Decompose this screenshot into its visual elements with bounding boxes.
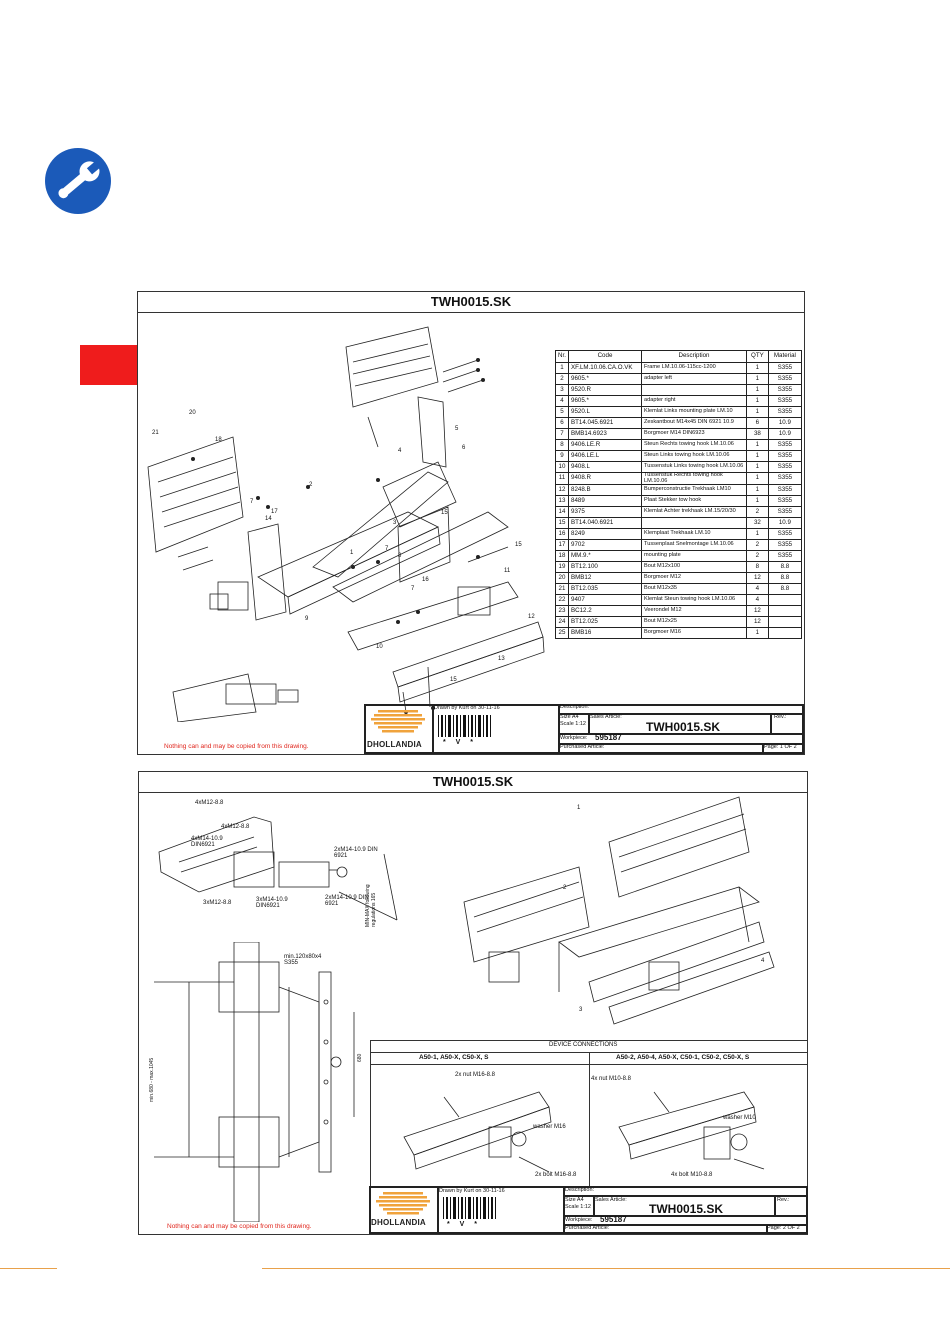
barcode-2 [441,1197,501,1219]
annot-min-max: MIN-MAX following regulations 165 [365,884,377,927]
bom-cell-qty: 4 [747,595,769,606]
bom-cell-material [768,628,801,639]
bom-cell-nr: 8 [556,440,569,451]
device-connections-title: DEVICE CONNECTIONS [549,1042,618,1048]
callout-2: 2 [309,482,313,488]
bom-cell-code: BT12.100 [569,562,642,573]
bom-cell-qty: 2 [747,507,769,518]
callout-15b: 15 [515,542,522,548]
page-label: Page: 1 OF 2 [764,744,797,750]
article-number-2: TWH0015.SK [649,1202,724,1216]
exploded-view-drawing [138,312,558,722]
bom-cell-material: S355 [768,485,801,496]
bom-cell-description: Borgmoer M16 [642,628,747,639]
callout-7b: 7 [385,546,389,552]
callout-10: 10 [376,644,383,650]
bom-cell-nr: 18 [556,551,569,562]
bom-cell-qty: 32 [747,518,769,529]
bom-cell-material: 10.9 [768,418,801,429]
bom-cell-qty: 1 [747,363,769,374]
dhollandia-wordmark: DHOLLANDIA [367,740,422,749]
callout-11: 11 [504,568,511,574]
bom-cell-qty: 12 [747,606,769,617]
bom-row [556,363,802,374]
bom-cell-material: 8.8 [768,562,801,573]
bom-cell-description: Tussenstuk Rechts towing hook LM.10.06 [642,473,747,485]
bom-row [556,396,802,407]
bom-cell-code: 8489 [569,496,642,507]
bom-cell-nr: 14 [556,507,569,518]
bom-cell-code: BT12.035 [569,584,642,595]
dhollandia-logo-2 [373,1190,433,1216]
barcode-1 [436,715,496,737]
bom-cell-code: 8248.B [569,485,642,496]
bom-cell-nr: 12 [556,485,569,496]
bom-cell-description: Bumperconstructie Trekhaak LM10 [642,485,747,496]
bom-row [556,473,802,485]
annot-4xm12-top: 4xM12-8.8 [195,800,224,806]
bom-cell-qty: 1 [747,473,769,485]
callout-5: 5 [455,426,459,432]
callout-13: 13 [498,656,505,662]
iso-callout-3: 3 [579,1007,583,1013]
bom-cell-material: S355 [768,507,801,518]
bom-cell-material: S355 [768,396,801,407]
callout-6: 6 [462,445,466,451]
bom-cell-code: 9408.L [569,462,642,473]
workpiece-label-2: Workpiece: [565,1217,593,1223]
bom-cell-material: S355 [768,385,801,396]
device-right-title: A50-2, A50-4, A50-X, C50-1, C50-2, C50-X, S [616,1054,750,1061]
drawn-by-2: Drawn by Kurt on 30-11-16 [439,1188,505,1194]
bom-cell-material: 10.9 [768,518,801,529]
size-label-2: Size A4 [565,1197,584,1203]
workpiece-number: 595187 [595,733,622,742]
bom-cell-code: 9375 [569,507,642,518]
bom-cell-material: 8.8 [768,584,801,595]
bom-cell-description: mounting plate [642,551,747,562]
bom-header-qty: QTY [747,351,769,363]
callout-1: 1 [350,550,354,556]
bom-cell-qty: 1 [747,407,769,418]
dhollandia-logo [368,708,428,736]
callout-18: 18 [215,437,222,443]
dhollandia-wordmark-2: DHOLLANDIA [371,1218,426,1227]
bom-row [556,529,802,540]
drawing-sheet-1 [137,291,805,755]
bom-cell-nr: 5 [556,407,569,418]
annot-3xm12: 3xM12-8.8 [203,900,232,906]
copy-notice: Nothing can and may be copied from this drawing. [164,743,309,750]
bom-cell-description: Bout M12x100 [642,562,747,573]
bom-cell-nr: 24 [556,617,569,628]
sheet-2-title: TWH0015.SK [139,772,807,793]
bom-row [556,507,802,518]
bom-cell-material: S355 [768,440,801,451]
bom-cell-material [768,595,801,606]
right-label-washer: washer M10 [723,1115,756,1121]
description-cell [559,705,803,714]
bom-row [556,429,802,440]
barcode-text: * V * [443,739,478,746]
bom-cell-material: S355 [768,473,801,485]
right-label-nut: 4x nut M10-8.8 [591,1076,632,1082]
bom-cell-material: S355 [768,529,801,540]
bom-cell-description: Steun Links towing hook LM.10.06 [642,451,747,462]
bom-row [556,595,802,606]
bom-cell-qty: 12 [747,617,769,628]
bom-cell-material: 8.8 [768,573,801,584]
bom-cell-qty: 2 [747,540,769,551]
bill-of-materials-table [555,350,802,639]
bom-cell-code: BMB14.6923 [569,429,642,440]
bom-cell-nr: 15 [556,518,569,529]
workpiece-label: Workpiece: [560,735,588,741]
bom-cell-qty: 1 [747,374,769,385]
left-label-bolt: 2x bolt M16-8.8 [535,1172,577,1178]
bom-row [556,562,802,573]
workpiece-number-2: 595187 [600,1215,627,1224]
bom-cell-description: Tussenstuk Links towing hook LM.10.06 [642,462,747,473]
scale-label-2: Scale 1:12 [565,1204,591,1210]
bom-cell-nr: 11 [556,473,569,485]
bom-cell-code: 9406.LE.R [569,440,642,451]
wrench-icon [45,148,111,214]
bom-cell-nr: 22 [556,595,569,606]
bom-cell-nr: 23 [556,606,569,617]
callout-12: 12 [528,614,535,620]
bom-cell-description: Zeskantbout M14x45 DIN 6921 10.9 [642,418,747,429]
annot-4xm14: 4xM14-10.9 DIN6921 [191,836,223,848]
callout-14: 14 [265,516,272,522]
bom-cell-qty: 4 [747,584,769,595]
bom-cell-nr: 10 [556,462,569,473]
bom-cell-material: S355 [768,407,801,418]
bom-row [556,518,802,529]
bom-cell-code: 9702 [569,540,642,551]
bom-header-material: Material [768,351,801,363]
bom-cell-qty: 1 [747,462,769,473]
bom-cell-description: Klemplaat Trekhaak LM.10 [642,529,747,540]
bom-cell-qty: 1 [747,385,769,396]
callout-3: 3 [393,520,397,526]
sheet-1-title: TWH0015.SK [138,292,804,313]
page-label-2: Page: 2 OF 2 [767,1225,800,1231]
bom-cell-code: BT14.040.6921 [569,518,642,529]
callout-20: 20 [189,410,196,416]
bom-cell-nr: 19 [556,562,569,573]
bom-cell-nr: 4 [556,396,569,407]
bom-cell-description: Bout M12x35 [642,584,747,595]
bom-cell-qty: 1 [747,485,769,496]
bom-header-row [556,351,802,363]
bom-row [556,485,802,496]
annot-width-range: min.680 - max.1045 [149,1057,155,1102]
bom-cell-description: adapter left [642,374,747,385]
bom-row [556,462,802,473]
bom-cell-material: S355 [768,462,801,473]
rev-label-2: Rev.: [777,1197,790,1203]
bom-cell-nr: 7 [556,429,569,440]
bom-cell-code: 8249 [569,529,642,540]
annot-2xm14-top: 2xM14-10.9 DIN 6921 [334,847,378,859]
left-label-washer: washer M16 [533,1124,566,1130]
bom-cell-code: 9605.* [569,396,642,407]
bom-cell-material: 10.9 [768,429,801,440]
bom-cell-nr: 1 [556,363,569,374]
bom-cell-nr: 16 [556,529,569,540]
annot-2xm14-bottom: 2xM14-10.9 DIN 6921 [325,895,369,907]
bom-cell-code: BC12.2 [569,606,642,617]
isometric-frame-drawing [459,792,799,1042]
bom-header-code: Code [569,351,642,363]
bom-row [556,440,802,451]
sales-article-label: Sales Article: [590,714,622,720]
bom-cell-code: MM.9.* [569,551,642,562]
bom-cell-code: 9408.R [569,473,642,485]
bom-cell-code: 9520.R [569,385,642,396]
description-cell-2 [564,1187,807,1196]
bom-cell-description: Tussenplaat Snelmontage LM.10.06 [642,540,747,551]
bom-row [556,573,802,584]
bom-cell-code: 9520.L [569,407,642,418]
bom-header-nr: Nr. [556,351,569,363]
bom-cell-code: 9605.* [569,374,642,385]
callout-9: 9 [305,616,309,622]
bom-row [556,540,802,551]
footer-line-left [0,1268,57,1269]
bom-cell-code: 9407 [569,595,642,606]
bom-row [556,551,802,562]
annot-4xm12: 4xM12-8.8 [221,824,250,830]
callout-21: 21 [152,430,159,436]
article-number: TWH0015.SK [646,720,721,734]
drawn-by: Drawn by Kurt on 30-11-16 [434,705,500,711]
bom-cell-nr: 9 [556,451,569,462]
scale-label: Scale 1:12 [560,721,586,727]
iso-callout-1: 1 [577,805,581,811]
bom-cell-description: Bout M12x25 [642,617,747,628]
bom-cell-qty: 1 [747,451,769,462]
bom-row [556,418,802,429]
bom-row [556,628,802,639]
bom-cell-description: Plaat Stekker tow hook [642,496,747,507]
bom-cell-material: S355 [768,551,801,562]
bom-cell-description: Klemlat Achter trekhaak LM.15/20/30 [642,507,747,518]
bom-cell-nr: 6 [556,418,569,429]
bom-cell-qty: 1 [747,496,769,507]
callout-15: 15 [441,510,448,516]
description-label-2: Description: [565,1187,595,1193]
barcode-text-2: * V * [447,1221,482,1228]
purchased-label: Purchased Article: [560,744,605,750]
bom-cell-nr: 13 [556,496,569,507]
bom-cell-code: BT14.045.6921 [569,418,642,429]
bom-cell-qty: 6 [747,418,769,429]
bom-row [556,606,802,617]
annot-680: 680 [357,1053,363,1062]
bom-row [556,407,802,418]
device-divider [589,1052,590,1187]
bom-cell-qty: 38 [747,429,769,440]
bom-row [556,496,802,507]
bom-cell-description [642,518,747,529]
bom-cell-qty: 1 [747,628,769,639]
callout-16: 16 [422,577,429,583]
copy-notice-2: Nothing can and may be copied from this drawing. [167,1223,312,1230]
bom-header-description: Description [642,351,747,363]
bom-cell-code: XF.LM.10.06.CA.O.VK [569,363,642,374]
bom-cell-code: BT12.025 [569,617,642,628]
callout-17: 17 [271,509,278,515]
bom-cell-description: Borgmoer M14 DIN6923 [642,429,747,440]
bom-cell-qty: 1 [747,396,769,407]
annot-profile: min.120x80x4 S355 [284,954,322,966]
callout-7c: 7 [411,586,415,592]
callout-15c: 15 [450,677,457,683]
bom-cell-qty: 8 [747,562,769,573]
left-label-nut: 2x nut M16-8.8 [455,1072,496,1078]
drawing-sheet-2 [138,771,808,1235]
bom-cell-nr: 17 [556,540,569,551]
bom-cell-description: adapter right [642,396,747,407]
bom-cell-qty: 2 [747,551,769,562]
bom-cell-code: 9406.LE.L [569,451,642,462]
bom-cell-nr: 20 [556,573,569,584]
bom-cell-description: Borgmoer M12 [642,573,747,584]
bom-cell-material: S355 [768,374,801,385]
bom-cell-material: S355 [768,496,801,507]
purchased-label-2: Purchased Article: [565,1225,610,1231]
bom-row [556,385,802,396]
callout-8: 8 [398,553,402,559]
iso-callout-4: 4 [761,958,765,964]
bom-row [556,584,802,595]
sales-article-label-2: Sales Article: [595,1197,627,1203]
bom-cell-code: BMB12 [569,573,642,584]
bom-cell-material: S355 [768,363,801,374]
size-label: Size A4 [560,714,579,720]
iso-callout-2: 2 [563,885,567,891]
footer-line-right [262,1268,950,1269]
bom-cell-qty: 1 [747,529,769,540]
annot-3xm14: 3xM14-10.9 DIN6921 [256,897,288,909]
bom-cell-qty: 1 [747,440,769,451]
bom-cell-description: Klemlat Steun towing hook LM.10.06 [642,595,747,606]
bom-cell-material [768,617,801,628]
bom-cell-qty: 12 [747,573,769,584]
bom-cell-nr: 25 [556,628,569,639]
callout-7: 7 [250,499,254,505]
bom-row [556,617,802,628]
callout-4: 4 [398,448,402,454]
bom-cell-description: Frame LM.10.06-115cc-1200 [642,363,747,374]
bom-cell-material: S355 [768,451,801,462]
right-label-bolt: 4x bolt M10-8.8 [671,1172,713,1178]
rev-label: Rev.: [774,714,787,720]
bom-cell-code: BMB16 [569,628,642,639]
bom-row [556,451,802,462]
top-view-drawing [154,942,374,1222]
bom-cell-material [768,606,801,617]
device-right-drawing [614,1077,804,1182]
bom-cell-description: Klemlat Links mounting plate LM.10 [642,407,747,418]
bom-cell-material: S355 [768,540,801,551]
bom-cell-description: Steun Rechts towing hook LM.10.06 [642,440,747,451]
bom-cell-description: Veerondel M12 [642,606,747,617]
bom-row [556,374,802,385]
bom-cell-nr: 3 [556,385,569,396]
description-label: Description: [560,704,590,710]
bom-cell-nr: 21 [556,584,569,595]
bom-cell-description [642,385,747,396]
device-left-title: A50-1, A50-X, C50-X, S [419,1054,489,1061]
bom-cell-nr: 2 [556,374,569,385]
